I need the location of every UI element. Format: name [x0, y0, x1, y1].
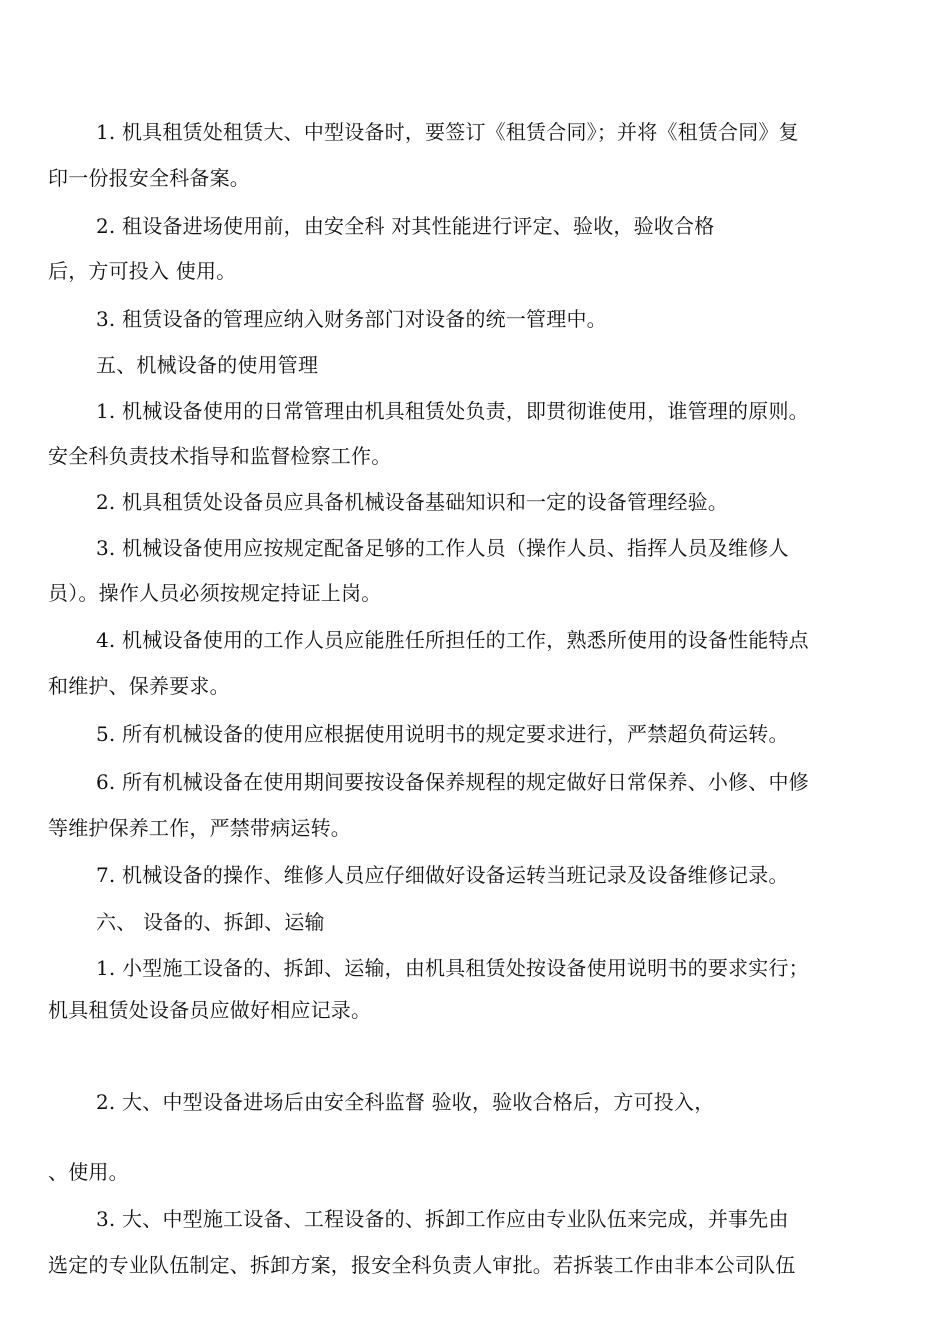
paragraph-line: 6. 所有机械设备在使用期间要按设备保养规程的规定做好日常保养、小修、中修: [96, 770, 809, 794]
paragraph-line: 3. 租赁设备的管理应纳入财务部门对设备的统一管理中。: [96, 307, 607, 331]
paragraph-line: 1. 机具租赁处租赁大、中型设备时，要签订《租赁合同》；并将《租赁合同》复: [96, 120, 799, 144]
paragraph-line: 2. 机具租赁处设备员应具备机械设备基础知识和一定的设备管理经验。: [96, 490, 729, 514]
paragraph-line: 2. 租设备进场使用前，由安全科 对其性能进行评定、验收，验收合格: [96, 214, 715, 238]
paragraph-line: 1. 小型施工设备的、拆卸、运输，由机具租赁处按设备使用说明书的要求实行；: [96, 956, 809, 980]
paragraph-line: 、使用。: [48, 1160, 129, 1184]
paragraph-line: 员）。操作人员必须按规定持证上岗。: [48, 581, 382, 605]
paragraph-line: 1. 机械设备使用的日常管理由机具租赁处负责，即贯彻谁使用，谁管理的原则。: [96, 399, 809, 423]
paragraph-line: 3. 大、中型施工设备、工程设备的、拆卸工作应由专业队伍来完成，并事先由: [96, 1207, 789, 1231]
section-heading: 五、机械设备的使用管理: [96, 353, 319, 377]
section-heading: 六、 设备的、拆卸、运输: [96, 910, 325, 934]
paragraph-line: 2. 大、中型设备进场后由安全科监督 验收，验收合格后，方可投入，: [96, 1090, 715, 1114]
paragraph-line: 等维护保养工作，严禁带病运转。: [48, 816, 351, 840]
paragraph-line: 机具租赁处设备员应做好相应记录。: [48, 998, 372, 1022]
paragraph-line: 4. 机械设备使用的工作人员应能胜任所担任的工作，熟悉所使用的设备性能特点: [96, 628, 809, 652]
paragraph-line: 5. 所有机械设备的使用应根据使用说明书的规定要求进行，严禁超负荷运转。: [96, 722, 789, 746]
paragraph-line: 和维护、保养要求。: [48, 674, 230, 698]
paragraph-line: 安全科负责技术指导和监督检察工作。: [48, 444, 392, 468]
paragraph-line: 后，方可投入 使用。: [48, 259, 237, 283]
paragraph-line: 选定的专业队伍制定、拆卸方案，报安全科负责人审批。若拆装工作由非本公司队伍: [48, 1253, 796, 1277]
paragraph-line: 7. 机械设备的操作、维修人员应仔细做好设备运转当班记录及设备维修记录。: [96, 863, 789, 887]
paragraph-line: 3. 机械设备使用应按规定配备足够的工作人员（操作人员、指挥人员及维修人: [96, 536, 789, 560]
paragraph-line: 印一份报安全科备案。: [48, 166, 250, 190]
